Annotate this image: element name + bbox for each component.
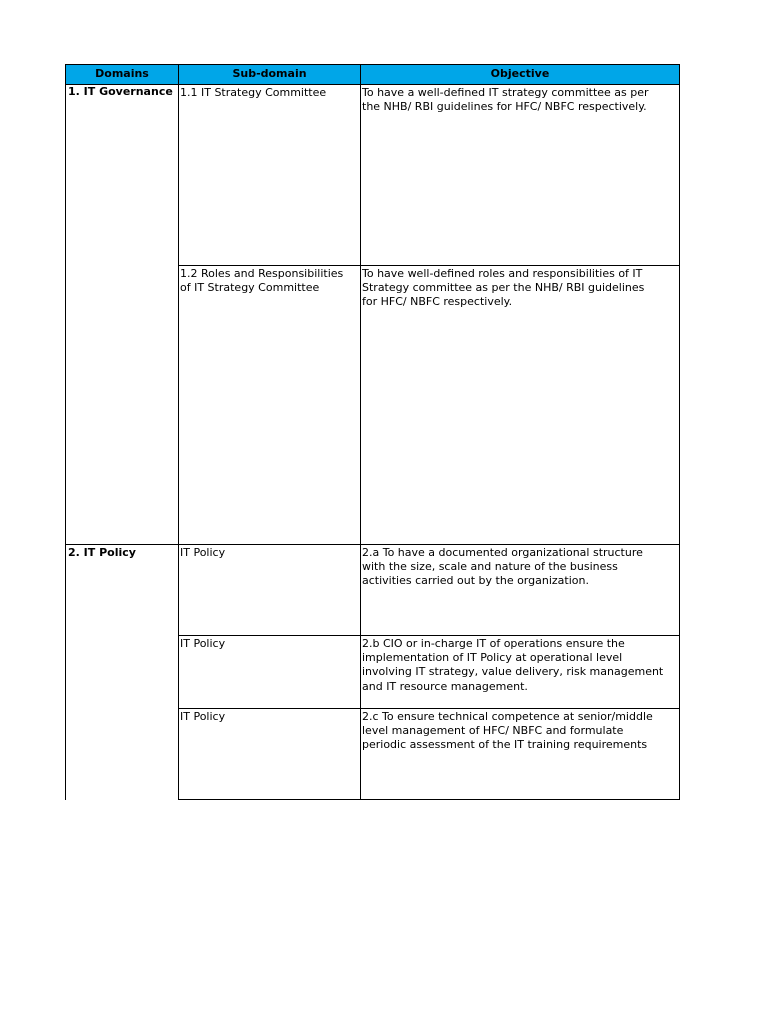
grid-line-col-1 xyxy=(178,64,179,800)
row-line-1 xyxy=(178,265,680,266)
objective-cell: To have well-defined roles and responsibilities of IT Strategy committee as per the NHB/ RBI guidelines for HFC/ NBFC respectively. xyxy=(362,267,645,309)
domain-it-governance: 1. IT Governance xyxy=(68,85,173,98)
row-line-bottom xyxy=(178,799,680,800)
grid-line-top xyxy=(65,64,680,65)
header-objective: Objective xyxy=(361,64,679,84)
grid-line-right xyxy=(679,64,680,800)
grid-line-left xyxy=(65,64,66,800)
grid-line-col-2 xyxy=(360,64,361,800)
objective-cell: 2.a To have a documented organizational structure with the size, scale and nature of the business activities carried out by the organization. xyxy=(362,546,643,588)
objective-cell: To have a well-defined IT strategy committee as per the NHB/ RBI guidelines for HFC/ NBFC respectively. xyxy=(362,86,649,114)
domain-separator xyxy=(65,544,680,545)
domain-it-policy: 2. IT Policy xyxy=(68,546,136,559)
subdomain-cell: IT Policy xyxy=(180,546,226,559)
subdomain-cell: 1.2 Roles and Responsibilities of IT Strategy Committee xyxy=(180,267,344,295)
objective-cell: 2.b CIO or in-charge IT of operations ensure the implementation of IT Policy at operational level involving IT strategy, value delivery, risk management and IT resource management. xyxy=(362,637,664,693)
header-subdomain: Sub-domain xyxy=(179,64,360,84)
subdomain-cell: 1.1 IT Strategy Committee xyxy=(180,86,327,99)
objective-cell: 2.c To ensure technical competence at senior/middle level management of HFC/ NBFC and formulate periodic assessment of the IT training requirements xyxy=(362,710,653,752)
subdomain-cell: IT Policy xyxy=(180,710,226,723)
subdomain-cell: IT Policy xyxy=(180,637,226,650)
header-domains: Domains xyxy=(66,64,178,84)
it-governance-table xyxy=(65,64,680,800)
row-line-3 xyxy=(178,635,680,636)
row-line-4 xyxy=(178,708,680,709)
